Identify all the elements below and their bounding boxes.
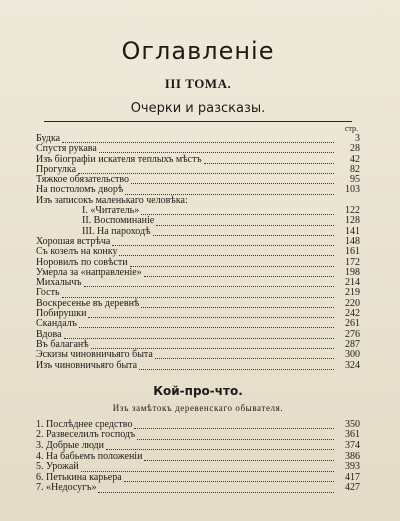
toc-entry xyxy=(36,319,360,329)
toc-entry-title: Норовилъ по совѣсти xyxy=(36,256,128,268)
page-column-heading: стр. xyxy=(344,124,358,133)
dot-leader xyxy=(125,187,334,195)
dot-leader xyxy=(112,238,334,246)
dot-leader xyxy=(64,331,334,339)
subsection-title: Изъ замѣтокъ деревенскаго обывателя. xyxy=(112,402,284,413)
dot-leader xyxy=(134,421,334,429)
toc-entry-title: 7. «Недосугъ» xyxy=(36,482,97,494)
toc-entry-page: 374 xyxy=(345,440,360,452)
dot-leader xyxy=(119,248,334,256)
dot-leader xyxy=(81,464,334,472)
dot-leader xyxy=(137,432,334,440)
dot-leader xyxy=(130,259,334,267)
toc-entry-page: 386 xyxy=(345,450,360,462)
toc-entry-page: 427 xyxy=(345,482,360,494)
dot-leader xyxy=(155,351,334,359)
table-of-contents-2 xyxy=(36,420,360,494)
toc-entry-title: Хорошая встрѣча xyxy=(36,235,111,247)
toc-entry-title: 5. Урожай xyxy=(36,461,79,473)
volume-heading: III ТОМА. xyxy=(164,76,232,91)
dot-leader xyxy=(78,166,334,174)
toc-entry-page: 276 xyxy=(345,328,360,340)
dot-leader xyxy=(84,279,334,287)
toc-entry-title: Скандалъ xyxy=(36,318,77,330)
dot-leader xyxy=(204,156,334,164)
dot-leader xyxy=(141,300,334,308)
toc-entry-page: 219 xyxy=(345,287,360,299)
toc-entry-title: I. «Читатель» xyxy=(82,205,140,217)
toc-entry-page: 82 xyxy=(350,163,360,175)
toc-entry-title: III. На пароходѣ xyxy=(82,225,151,237)
dot-leader xyxy=(131,176,334,184)
toc-entry-page: 148 xyxy=(345,235,360,247)
dot-leader xyxy=(99,145,334,153)
toc-entry-page: 42 xyxy=(350,153,360,165)
toc-entry xyxy=(36,278,360,288)
toc-entry-page: 242 xyxy=(345,308,360,320)
toc-entry-page: 287 xyxy=(345,338,360,350)
dot-leader xyxy=(144,269,334,277)
toc-entry-page: 324 xyxy=(345,359,360,371)
toc-entry-title: Умерла за «направленiе» xyxy=(36,266,142,278)
dot-leader xyxy=(98,485,334,493)
toc-entry-title: Эскизы чиновничьяго быта xyxy=(36,349,153,361)
dot-leader xyxy=(124,474,334,482)
toc-entry-title: Будка xyxy=(36,133,61,144)
toc-entry-title: Въ балаганѣ xyxy=(36,338,89,350)
toc-entry-page: 3 xyxy=(355,133,360,144)
toc-entry-title: Побирушки xyxy=(36,308,87,320)
toc-entry-page: 300 xyxy=(345,349,360,361)
toc-entry-title: II. Воспоминанiе xyxy=(82,215,155,227)
toc-entry-title: Спустя рукава xyxy=(36,143,97,155)
toc-entry xyxy=(36,361,360,371)
toc-entry-title: 4. На бабьемъ положенiи xyxy=(36,450,143,462)
table-of-contents xyxy=(36,134,360,371)
toc-entry-title: Гость xyxy=(36,287,60,299)
page-title: Оглавленiе xyxy=(121,37,275,65)
toc-entry-title: Тяжкое обязательство xyxy=(36,174,130,186)
toc-entry xyxy=(36,483,360,494)
toc-entry-title: 2. Развеселилъ господъ xyxy=(36,429,136,441)
toc-entry-page: 161 xyxy=(345,246,360,258)
dot-leader xyxy=(106,442,334,450)
dot-leader xyxy=(62,135,334,143)
dot-leader xyxy=(79,320,334,328)
dot-leader xyxy=(88,310,334,318)
toc-entry-title: Изъ записокъ маленькаго человѣка: xyxy=(36,194,188,206)
toc-entry-page: 350 xyxy=(345,418,360,430)
dot-leader xyxy=(156,218,334,226)
toc-entry-title: Воскресенье въ деревнѣ xyxy=(36,297,140,309)
dot-leader xyxy=(153,228,334,236)
toc-entry-page: 198 xyxy=(345,266,360,278)
section-title: Очерки и разсказы. xyxy=(130,101,266,116)
toc-entry-page: 417 xyxy=(345,471,360,483)
dot-leader xyxy=(91,341,334,349)
toc-entry-title: Изъ чиновничьяго быта xyxy=(36,359,138,371)
toc-entry xyxy=(36,268,360,278)
toc-entry-title: Вдова xyxy=(36,328,62,340)
toc-entry-title: 1. Послѣднее средство xyxy=(36,418,133,430)
toc-entry-page: 103 xyxy=(345,184,360,196)
toc-entry xyxy=(36,350,360,360)
toc-entry-title: 6. Петькина карьера xyxy=(36,471,122,483)
toc-entry-title: На постоломъ дворѣ xyxy=(36,184,124,196)
toc-entry-page: 261 xyxy=(345,318,360,330)
toc-entry-page: 361 xyxy=(345,429,360,441)
toc-entry xyxy=(36,452,360,463)
toc-entry-page: 122 xyxy=(345,205,360,217)
dot-leader xyxy=(144,453,334,461)
toc-entry-title: Изъ бiографiи искателя теплыхъ мѣстъ xyxy=(36,153,202,165)
toc-entry-page: 141 xyxy=(345,225,360,237)
toc-entry-page: 172 xyxy=(345,256,360,268)
section2-title: Кой-про-что. xyxy=(153,383,243,398)
toc-entry-title: 3. Добрые люди xyxy=(36,440,104,452)
dot-leader xyxy=(139,362,334,370)
toc-entry-page: 214 xyxy=(345,277,360,289)
toc-entry-page: 28 xyxy=(350,143,360,155)
toc-entry-title: Михалычъ xyxy=(36,277,82,289)
toc-entry-page: 128 xyxy=(345,215,360,227)
toc-entry-page: 220 xyxy=(345,297,360,309)
toc-entry xyxy=(36,309,360,319)
toc-entry-title: Съ козелъ на конку xyxy=(36,246,118,258)
dot-leader xyxy=(62,290,334,298)
toc-entry-title: Прогулка xyxy=(36,163,77,175)
toc-entry-page: 393 xyxy=(345,461,360,473)
dot-leader xyxy=(141,207,334,215)
toc-entry-page: 95 xyxy=(350,174,360,186)
toc-entry xyxy=(36,155,360,165)
section-divider xyxy=(44,121,352,122)
